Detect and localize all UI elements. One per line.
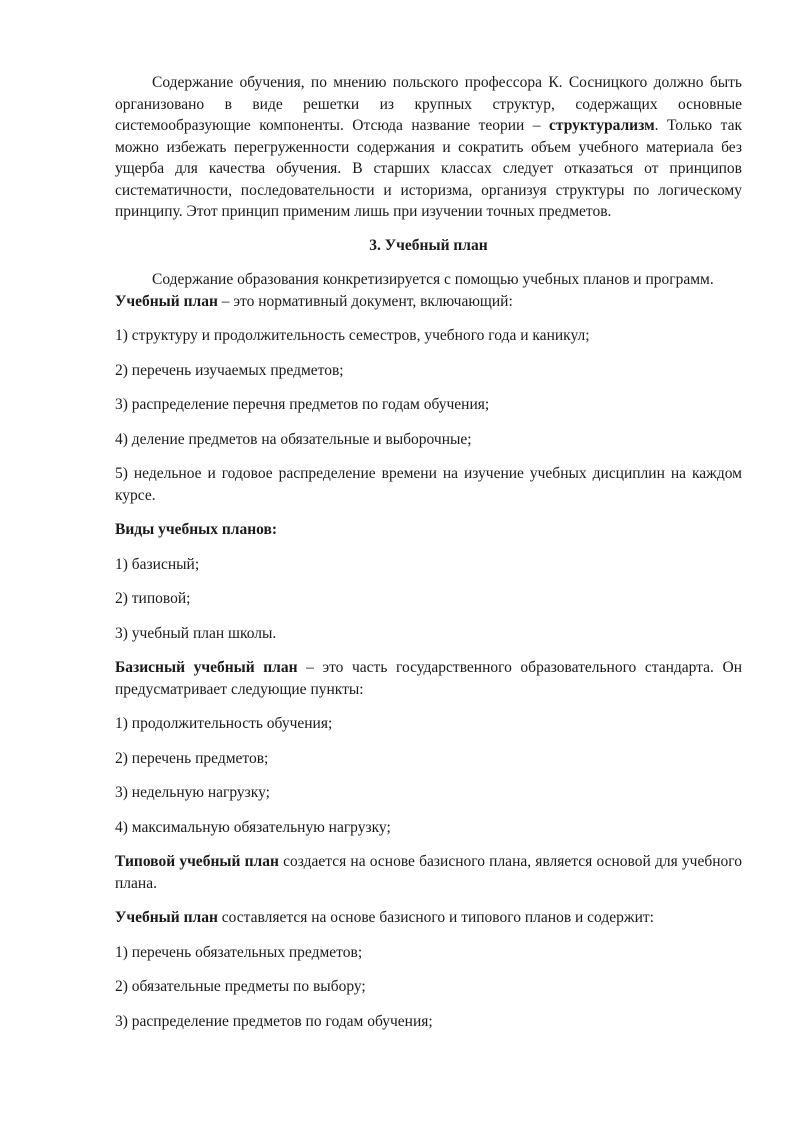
list-item: 1) структуру и продолжительность семестров, учебного года и каникул; [115, 327, 590, 344]
list-item: 2) перечень предметов; [115, 749, 269, 767]
list-item: 3) распределение предметов по годам обучения; [115, 1012, 433, 1030]
intro-text-continued: . Только так можно избежать перегруженности содержания и сократить объем учебного материала без ущерба для качества обучения. В старших классах следует отказаться от принципов систематичности, последовательности и историзма, организуя структуры по логическому принципу. Этот принцип применим лишь при изучении точных предметов. [115, 117, 742, 220]
school-plan-text: составляется на основе базисного и типового планов и содержит: [217, 909, 654, 926]
curriculum-definition-text: – это нормативный документ, включающий: [221, 292, 513, 310]
curriculum-term: Учебный план [115, 292, 222, 310]
types-heading: Виды учебных планов: [115, 521, 278, 538]
list-item: 2) обязательные предметы по выбору; [115, 978, 366, 995]
school-plan-term: Учебный план [115, 909, 218, 926]
list-item: 3) учебный план школы. [115, 624, 277, 642]
school-plan-definition [115, 907, 742, 929]
basic-plan-term: Базисный учебный план [115, 659, 307, 676]
basic-plan-text: – это часть государственного образовательного стандарта. Он предусматривает следующие пункты: [115, 659, 742, 698]
list-item: 1) перечень обязательных предметов; [115, 943, 363, 961]
list-item: 4) максимальную обязательную нагрузку; [115, 818, 391, 836]
list-item: 1) базисный; [115, 555, 200, 573]
basic-plan-definition [115, 657, 742, 700]
list-item: 1) продолжительность обучения; [115, 715, 333, 732]
intro-text: Содержание обучения, по мнению польского профессора К. Сосницкого должно быть организовано в виде решетки из крупных структур, содержащих основные системообразующие компоненты. Отсюда название теории – [115, 74, 742, 134]
list-item: 2) типовой; [115, 590, 191, 607]
list-item: 3) недельную нагрузку; [115, 784, 270, 801]
list-item: 4) деление предметов на обязательные и выборочные; [115, 430, 472, 448]
typical-plan-term: Типовой учебный план [115, 853, 284, 870]
section-heading: 3. Учебный план [369, 236, 488, 254]
list-item: 5) недельное и годовое распределение времени на изучение учебных дисциплин на каждом курсе. [115, 465, 742, 504]
structuralism-term: структурализм [549, 117, 655, 134]
curriculum-intro: Содержание образования конкретизируется с помощью учебных планов и программ. [152, 271, 714, 288]
list-item: 2) перечень изучаемых предметов; [115, 361, 344, 379]
curriculum-definition [115, 291, 742, 313]
list-item: 3) распределение перечня предметов по годам обучения; [115, 396, 490, 413]
intro-paragraph [115, 72, 742, 223]
document-page [115, 72, 742, 1032]
typical-plan-definition [115, 851, 742, 894]
typical-plan-text: создается на основе базисного плана, является основой для учебного плана. [115, 853, 743, 892]
